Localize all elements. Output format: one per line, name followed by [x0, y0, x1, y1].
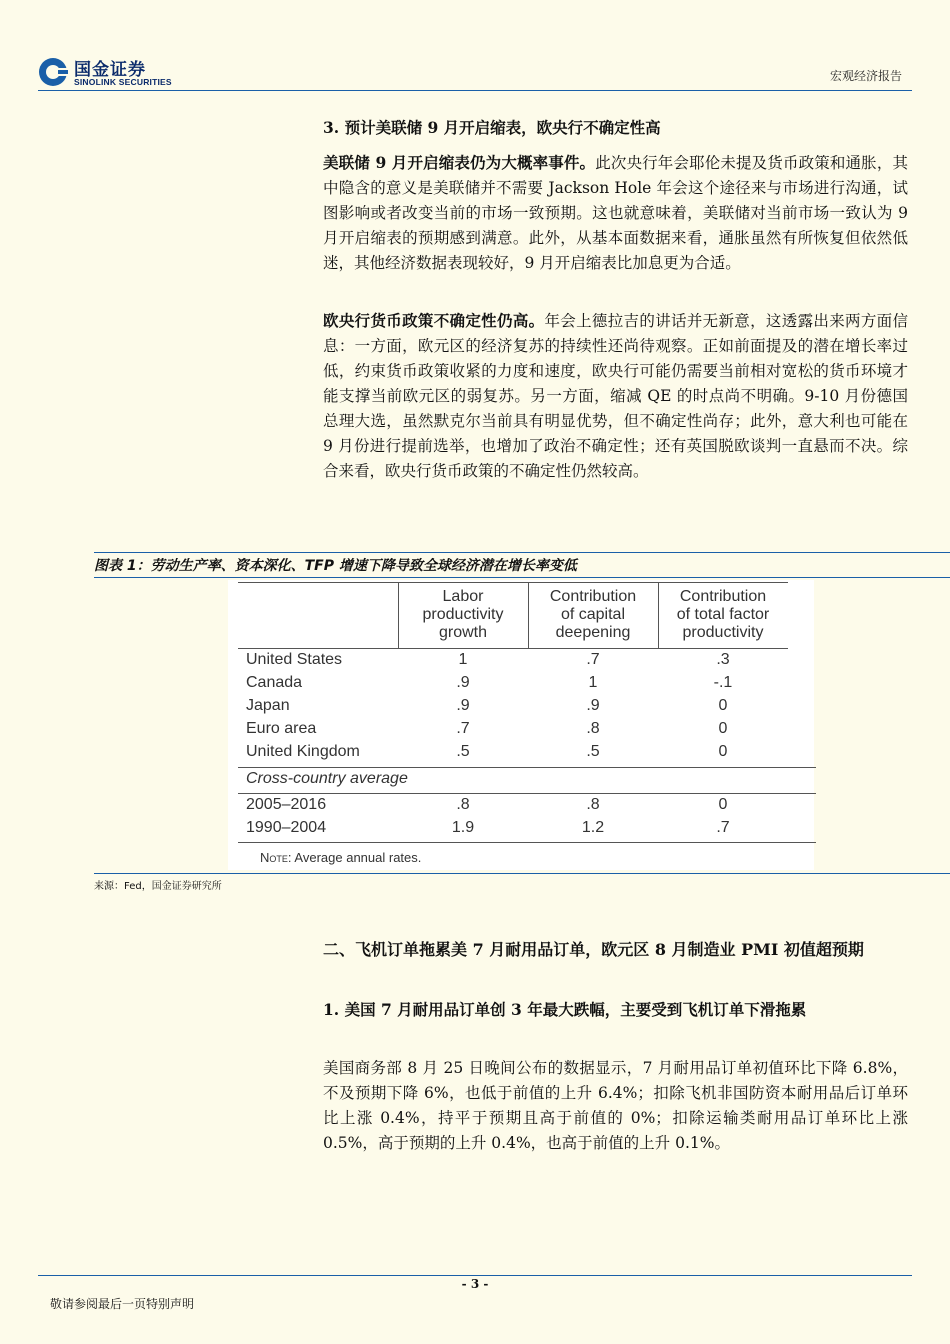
paragraph-body: 此次央行年会耶伦未提及货币政策和通胀，其中隐含的意义是美联储并不需要 Jackson Hole 年会这个途径来与市场进行沟通，试图影响或者改变当前的市场一致预期。这也就意味着，美联储对当前市场一致认为 9 月开启缩表的预期感到满意。此外，从基本面数据来看，通胀虽然有所恢复但依然低迷，其他经济数据表现较好，9 月开启缩表比加息更为合适。: [323, 154, 908, 272]
logo-mark-icon: [38, 57, 68, 87]
company-logo: [38, 55, 178, 91]
table-col-divider: [398, 582, 399, 648]
table-note: Note: Average annual rates.: [260, 850, 422, 865]
figure-title-bar: [94, 552, 950, 578]
logo-text-en: SINOLINK SECURITIES: [74, 77, 172, 87]
table-group-rule: [238, 767, 816, 768]
logo-text-cn: 国金证券: [74, 60, 146, 80]
figure-title: 图表 1：劳动生产率、资本深化、TFP 增速下降导致全球经济潜在增长率变低: [94, 558, 577, 574]
table-group-rule: [238, 793, 816, 794]
report-type: 宏观经济报告: [829, 69, 902, 83]
disclaimer-note: 敬请参阅最后一页特别声明: [50, 1297, 195, 1311]
data-table: Labor productivity growth Contribution of capital deepening Contribution of total factor productivity United States 1 .7 .3 Canada .9 1 -.1 Japan .9 .9 0 Euro area .7 .8 0 United Kingdom .5 .5 0 Cross-country average 2005–2016 .8 .8 0 1990–2004 1.9 1.2 .7 Note: Average annual rates.: [228, 580, 814, 870]
section-heading: 3. 预计美联储 9 月开启缩表，欧央行不确定性高: [323, 118, 661, 137]
paragraph-lead: 美联储 9 月开启缩表仍为大概率事件。: [323, 153, 596, 172]
table-col-divider: [528, 582, 529, 648]
page-number: - 3 -: [461, 1277, 489, 1291]
table-bottom-rule: [238, 842, 816, 843]
figure-source: 来源：Fed，国金证券研究所: [94, 881, 222, 892]
table-header-rule: [238, 648, 788, 649]
table-top-rule: [238, 582, 788, 583]
table-group-label: Cross-country average: [246, 770, 408, 787]
subsection-heading: 1. 美国 7 月耐用品订单创 3 年最大跌幅，主要受到飞机订单下滑拖累: [323, 1000, 807, 1019]
page-header: [0, 0, 950, 95]
table-header-cell: Labor productivity growth: [422, 588, 504, 641]
paragraph-durable-goods: 美国商务部 8 月 25 日晚间公布的数据显示，7 月耐用品订单初值环比下降 6.8%，不及预期下降 6%，也低于前值的上升 6.4%；扣除飞机非国防资本耐用品后订单环比上涨 0.4%，持平于预期且高于前值的 0%；扣除运输类耐用品订单环比上涨 0.5%，高于预期的上升 0.4%，也高于前值的上升 0.1%。: [323, 1059, 908, 1152]
footer-divider: [38, 1275, 912, 1276]
table-header-cell: Contribution of capital deepening: [549, 588, 637, 641]
table-header-cell: Contribution of total factor productivity: [676, 588, 770, 641]
section-heading: 二、飞机订单拖累美 7 月耐用品订单，欧元区 8 月制造业 PMI 初值超预期: [323, 940, 864, 959]
paragraph-lead: 欧央行货币政策不确定性仍高。: [323, 311, 545, 330]
paragraph-ecb: [323, 308, 908, 484]
paragraph-body: 年会上德拉吉的讲话并无新意，这透露出来两方面信息：一方面，欧元区的经济复苏的持续性还尚待观察。正如前面提及的潜在增长率过低，约束货币政策收紧的力度和速度，欧央行可能仍需要当前相对宽松的货币环境才能支撑当前欧元区的弱复苏。另一方面，缩减 QE 的时点尚不明确。9-10 月份德国总理大选，虽然默克尔当前具有明显优势，但不确定性尚存；此外，意大利也可能在 9 月份进行提前选举，也增加了政治不确定性；还有英国脱欧谈判一直悬而不决。综合来看，欧央行货币政策的不确定性仍然较高。: [323, 312, 908, 480]
figure-bottom-rule: [94, 873, 950, 874]
header-divider: [38, 90, 912, 91]
table-col-divider: [658, 582, 659, 648]
paragraph-fed: [323, 150, 908, 276]
